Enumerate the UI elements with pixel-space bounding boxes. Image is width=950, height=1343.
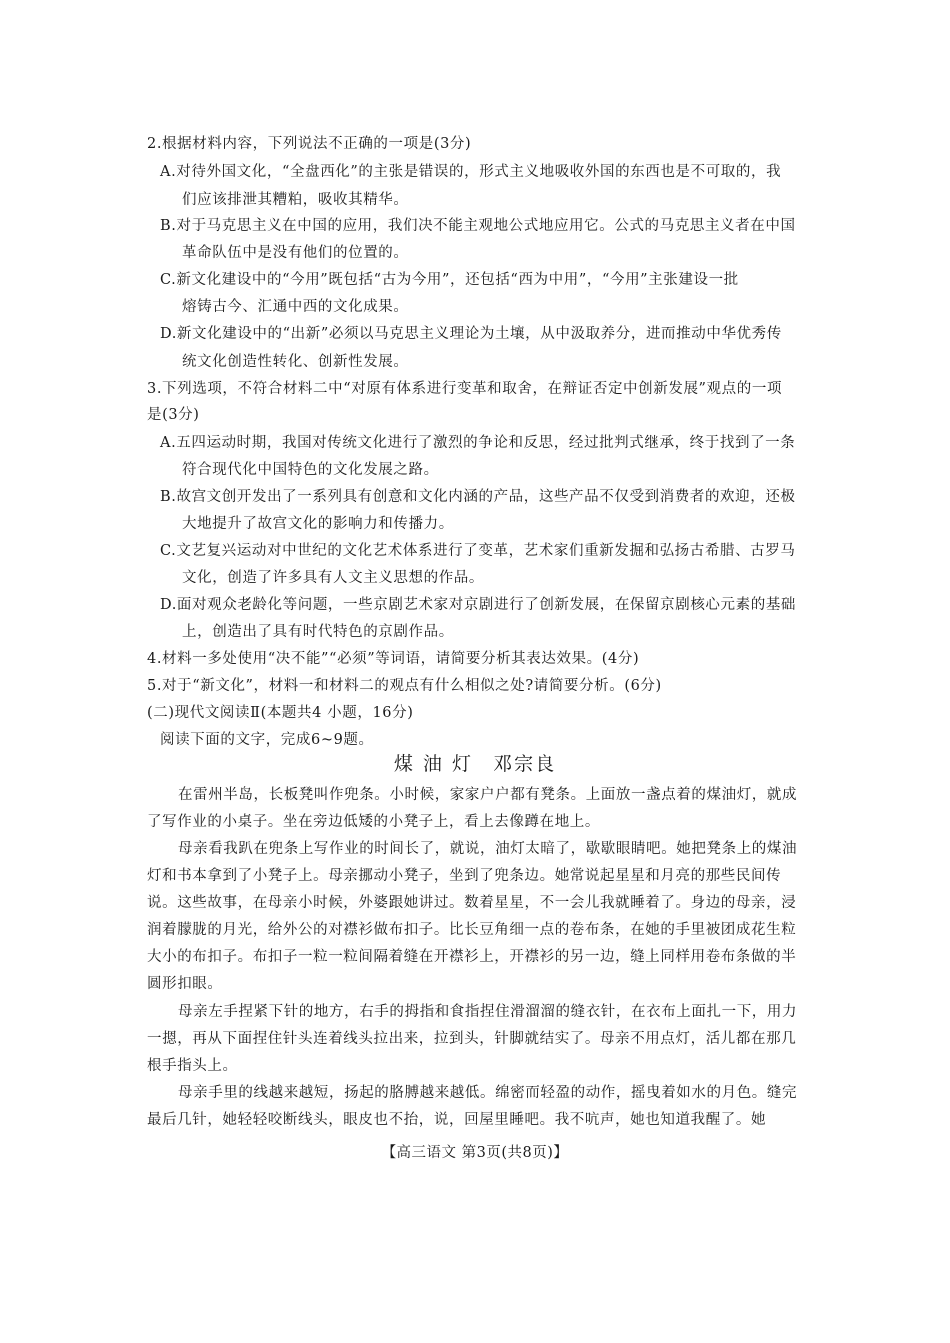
- article-paragraph-2-line-4: 润着朦胧的月光，给外公的对襟衫做布扣子。比长豆角细一点的卷布条，在她的手里被团成花生粒: [147, 922, 797, 938]
- question-3-option-a: A.五四运动时期，我国对传统文化进行了激烈的争论和反思，经过批判式继承，终于找到了一条: [160, 435, 796, 451]
- article-paragraph-2: 母亲看我趴在兜条上写作业的时间长了，就说，油灯太暗了，歇歇眼睛吧。她把凳条上的煤油: [178, 841, 798, 857]
- question-2-option-a: A.对待外国文化，“全盘西化”的主张是错误的，形式主义地吸收外国的东西也是不可取的，我: [160, 164, 782, 180]
- question-2-stem: 2.根据材料内容，下列说法不正确的一项是(3分): [147, 136, 472, 152]
- article-paragraph-4-line-2: 最后几针，她轻轻咬断线头，眼皮也不抬，说，回屋里睡吧。我不吭声，她也知道我醒了。她: [147, 1112, 767, 1128]
- article-title: [0, 752, 950, 776]
- question-2-option-b-cont: 革命队伍中是没有他们的位置的。: [182, 245, 409, 261]
- question-3-option-b: B.故宫文创开发出了一系列具有创意和文化内涵的产品，这些产品不仅受到消费者的欢迎，还极: [160, 489, 796, 505]
- question-2-option-c-cont: 熔铸古今、汇通中西的文化成果。: [182, 299, 409, 315]
- article-author: 邓宗良: [493, 753, 557, 775]
- question-3-option-c-cont: 文化，创造了许多具有人文主义思想的作品。: [182, 570, 484, 586]
- question-2-option-d-cont: 统文化创造性转化、创新性发展。: [182, 354, 409, 370]
- question-3-stem: 3.下列选项，不符合材料二中“对原有体系进行变革和取舍，在辩证否定中创新发展”观点的一项: [147, 381, 783, 397]
- question-3-option-d: D.面对观众老龄化等问题，一些京剧艺术家对京剧进行了创新发展，在保留京剧核心元素的基础: [160, 597, 797, 613]
- question-2-option-b: B.对于马克思主义在中国的应用，我们决不能主观地公式地应用它。公式的马克思主义者在中国: [160, 218, 796, 234]
- article-paragraph-3-line-3: 根手指头上。: [147, 1058, 238, 1074]
- question-3-option-c: C.文艺复兴运动对中世纪的文化艺术体系进行了变革，艺术家们重新发掘和弘扬古希腊、古罗马: [160, 543, 796, 559]
- article-paragraph-2-line-5: 大小的布扣子。布扣子一粒一粒间隔着缝在开襟衫上，开襟衫的另一边，缝上同样用卷布条做的半: [147, 949, 797, 965]
- section-instruction: 阅读下面的文字，完成6~9题。: [160, 732, 374, 748]
- question-5: 5.对于“新文化”，材料一和材料二的观点有什么相似之处?请简要分析。(6分): [147, 678, 662, 694]
- question-2-option-d: D.新文化建设中的“出新”必须以马克思主义理论为土壤，从中汲取养分，进而推动中华优秀传: [160, 326, 782, 342]
- article-paragraph-2-line-6: 圆形扣眼。: [147, 976, 223, 992]
- question-3-option-d-cont: 上，创造出了具有时代特色的京剧作品。: [182, 624, 454, 640]
- question-3-option-b-cont: 大地提升了故宫文化的影响力和传播力。: [182, 516, 454, 532]
- question-3-stem-cont: 是(3分): [147, 407, 200, 423]
- section-heading: (二)现代文阅读Ⅱ(本题共4 小题，16分): [147, 705, 414, 721]
- article-paragraph-3-line-2: 一摁，再从下面捏住针头连着线头拉出来，拉到头，针脚就结实了。母亲不用点灯，活儿都在那几: [147, 1031, 797, 1047]
- question-4: 4.材料一多处使用“决不能”“必须”等词语，请简要分析其表达效果。(4分): [147, 651, 640, 667]
- page-footer: 【高三语文 第3页(共8页)】: [381, 1145, 569, 1161]
- article-title-text: 煤 油 灯: [393, 753, 473, 775]
- article-paragraph-2-line-3: 说。这些故事，在母亲小时候，外婆跟她讲过。数着星星，不一会儿我就睡着了。身边的母亲，浸: [147, 895, 797, 911]
- question-2-option-a-cont: 们应该排泄其糟粕，吸收其精华。: [182, 192, 409, 208]
- question-2-option-c: C.新文化建设中的“今用”既包括“古为今用”，还包括“西为中用”，“今用”主张建设一批: [160, 272, 739, 288]
- question-3-option-a-cont: 符合现代化中国特色的文化发展之路。: [182, 462, 439, 478]
- article-paragraph-1-cont: 了写作业的小桌子。坐在旁边低矮的小凳子上，看上去像蹲在地上。: [147, 814, 600, 830]
- article-paragraph-2-line-2: 灯和书本拿到了小凳子上。母亲挪动小凳子，坐到了兜条边。她常说起星星和月亮的那些民间传: [147, 868, 782, 884]
- article-paragraph-3: 母亲左手捏紧下针的地方，右手的拇指和食指捏住滑溜溜的缝衣针，在衣布上面扎一下，用力: [178, 1004, 798, 1020]
- article-paragraph-1: 在雷州半岛，长板凳叫作兜条。小时候，家家户户都有凳条。上面放一盏点着的煤油灯，就成: [178, 787, 798, 803]
- article-paragraph-4: 母亲手里的线越来越短，扬起的胳膊越来越低。绵密而轻盈的动作，摇曳着如水的月色。缝完: [178, 1085, 798, 1101]
